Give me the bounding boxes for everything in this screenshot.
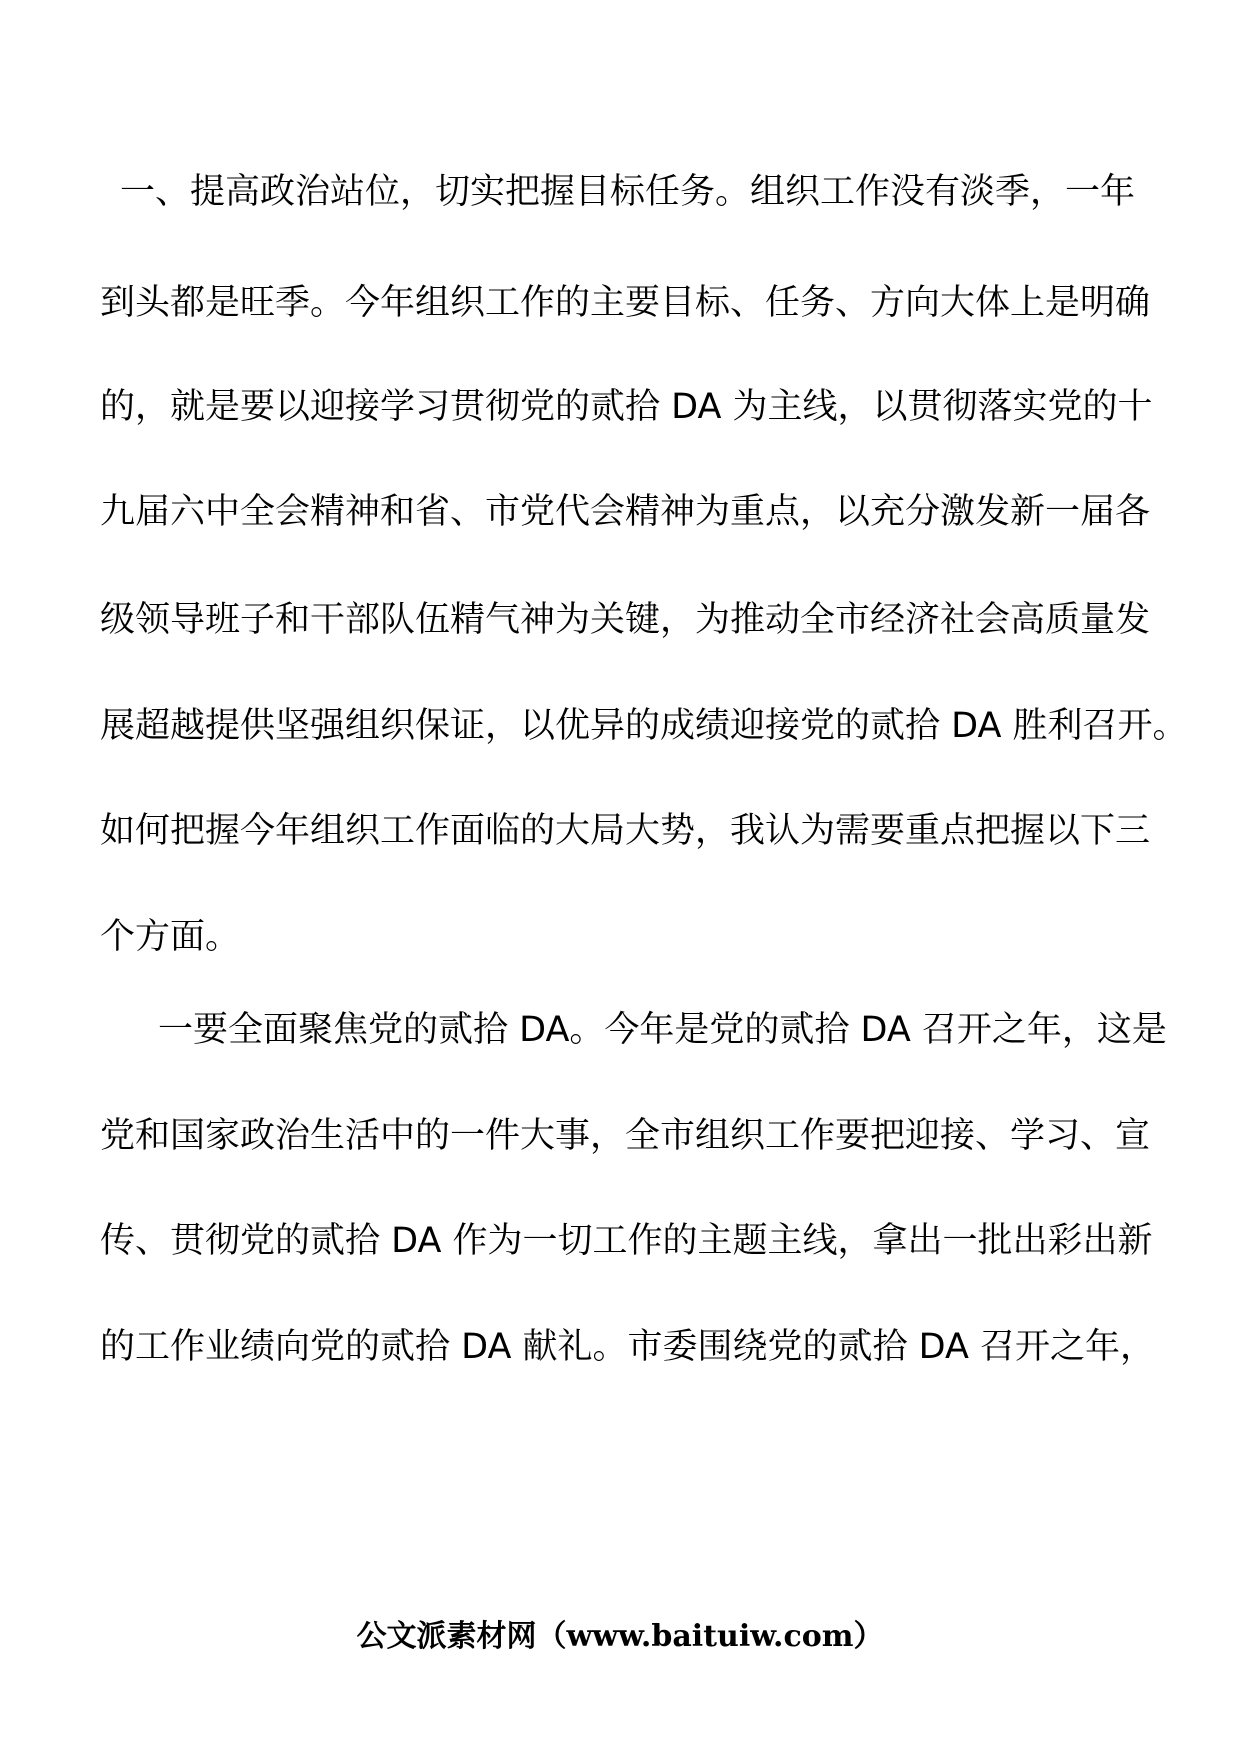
paragraph-line: 党和国家政治生活中的一件大事，全市组织工作要把迎接、学习、宣 [100, 1116, 1151, 1156]
paragraph-line: 传、贯彻党的贰拾 DA 作为一切工作的主题主线，拿出一批出彩出新 [100, 1221, 1153, 1261]
paragraph-line: 一要全面聚焦党的贰拾 DA。今年是党的贰拾 DA 召开之年，这是 [158, 1010, 1167, 1050]
paragraph-line: 九届六中全会精神和省、市党代会精神为重点，以充分激发新一届各 [100, 492, 1151, 532]
paragraph-line: 展超越提供坚强组织保证，以优异的成绩迎接党的贰拾 DA 胜利召开。 [100, 706, 1188, 746]
paragraph-line: 个方面。 [100, 917, 241, 957]
paragraph-line: 一、提高政治站位，切实把握目标任务。组织工作没有淡季，一年 [120, 172, 1136, 212]
footer-watermark: 公文派素材网（www.baituiw.com） [356, 1619, 884, 1654]
paragraph-line: 级领导班子和干部队伍精气神为关键，为推动全市经济社会高质量发 [100, 600, 1151, 640]
paragraph-line: 的，就是要以迎接学习贯彻党的贰拾 DA 为主线，以贯彻落实党的十 [100, 387, 1153, 427]
paragraph-line: 到头都是旺季。今年组织工作的主要目标、任务、方向大体上是明确 [100, 283, 1151, 323]
paragraph-line: 如何把握今年组织工作面临的大局大势，我认为需要重点把握以下三 [100, 811, 1151, 851]
paragraph-line: 的工作业绩向党的贰拾 DA 献礼。市委围绕党的贰拾 DA 召开之年， [100, 1327, 1156, 1367]
